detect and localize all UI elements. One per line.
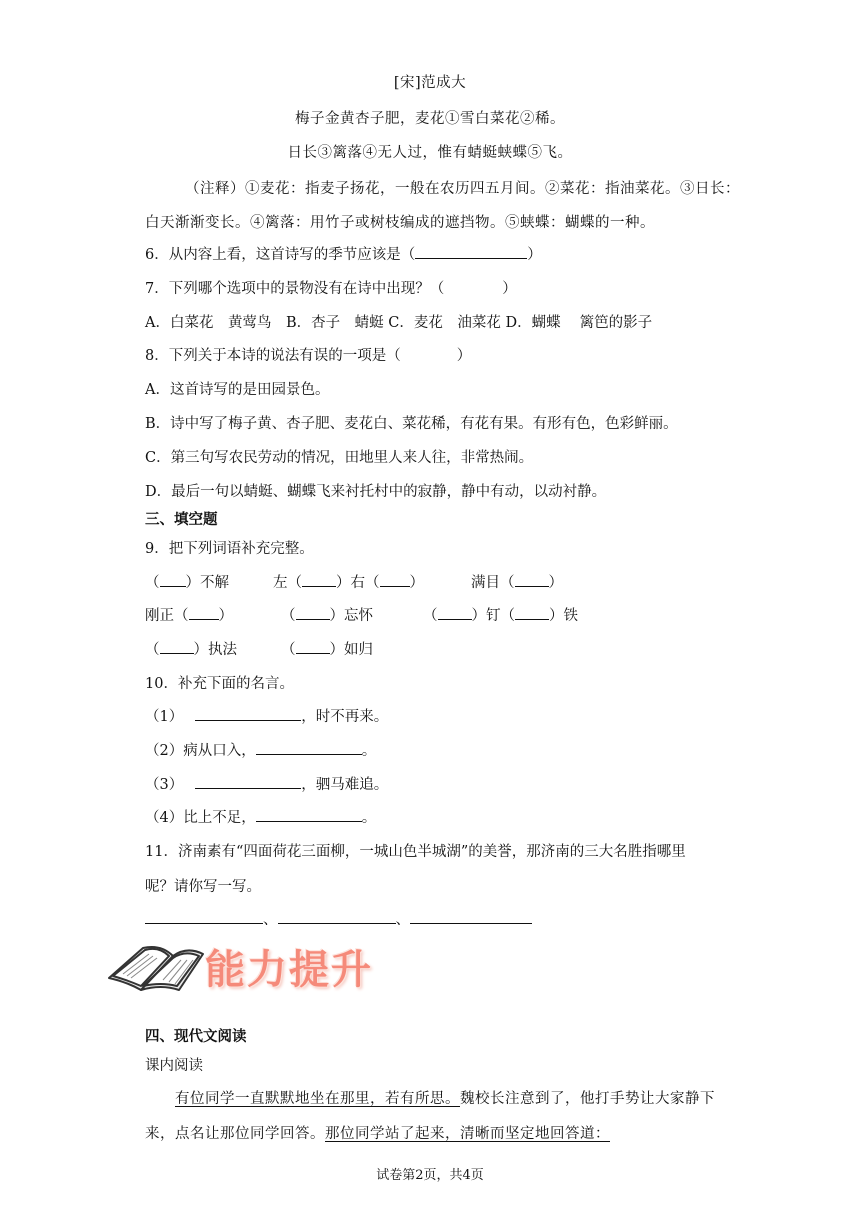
question-10: 10．补充下面的名言。 [145, 676, 294, 692]
item-text: 。 [361, 810, 377, 826]
poem-line-1: 梅子金黄杏子肥，麦花①雪白菜花②稀。 [295, 111, 565, 127]
option-b: B．诗中写了梅子黄、杏子肥、麦花白、菜花稀，有花有果。有形有色，色彩鲜丽。 [145, 416, 678, 432]
question-7-close: ） [502, 281, 517, 297]
item-text: （4）比上不足， [145, 810, 256, 826]
passage-text: 魏校长注意到了，他打手势让大家静下 [460, 1091, 715, 1107]
question-6 [145, 243, 542, 264]
paren: （ [281, 642, 296, 658]
question-8 [145, 344, 471, 365]
word-prefix: 左（ [273, 575, 302, 591]
option-a: A．这首诗写的是田园景色。 [145, 382, 330, 398]
q10-item-4 [145, 806, 376, 827]
option-d: D．最后一句以蜻蜓、蝴蝶飞来衬托村中的寂静，静中有动，以动衬静。 [145, 484, 607, 500]
word-suffix: ）忘怀 [329, 608, 373, 624]
answer-blank[interactable] [515, 605, 549, 620]
option-c: C．第三句写农民劳动的情况，田地里人来人往，非常热闹。 [145, 450, 534, 466]
question-7-text: 7．下列哪个选项中的景物没有在诗中出现？（ [145, 281, 445, 297]
item-number: （3） [145, 777, 184, 793]
word-mid: ）右（ [336, 575, 380, 591]
answer-blank[interactable] [410, 909, 532, 924]
answer-blank[interactable] [296, 605, 330, 620]
answer-blank[interactable] [195, 706, 301, 721]
poem-line-2: 日长③篱落④无人过，惟有蜻蜓蛱蝶⑤飞。 [287, 145, 573, 161]
q10-item-2 [145, 739, 376, 760]
answer-blank[interactable] [278, 909, 396, 924]
answer-blank[interactable] [145, 909, 263, 924]
banner-title: 能力提升 [205, 947, 373, 993]
page-footer: 试卷第2页，共4页 [376, 1168, 484, 1183]
item-text: ，驷马难追。 [301, 777, 389, 793]
word-suffix: ）执法 [193, 642, 237, 658]
paren: （ [423, 608, 438, 624]
answer-blank[interactable] [515, 572, 549, 587]
separator: 、 [395, 912, 410, 928]
word-suffix: ）铁 [549, 608, 578, 624]
q11-answers [145, 908, 532, 929]
question-7-options: A．白菜花 黄莺鸟 B．杏子 蜻蜓 C．麦花 油菜花 D．蝴蝶 篱笆的影子 [145, 315, 653, 331]
q10-item-1 [145, 705, 388, 726]
item-number: （1） [145, 709, 184, 725]
answer-blank[interactable] [189, 605, 219, 620]
separator: 、 [263, 912, 278, 928]
answer-blank[interactable] [195, 774, 301, 789]
paren: ） [409, 575, 424, 591]
section-4-title: 四、现代文阅读 [145, 1028, 247, 1045]
paren: ） [548, 575, 563, 591]
passage-line-1 [175, 1087, 715, 1108]
poem-notes-line-2: 白天渐渐变长。④篱落：用竹子或树枝编成的遮挡物。⑤蛱蝶：蝴蝶的一种。 [145, 215, 655, 231]
word-prefix: 满目（ [471, 575, 515, 591]
section-3-title: 三、填空题 [145, 511, 218, 528]
question-9: 9．把下列词语补充完整。 [145, 541, 314, 557]
underlined-sentence: 那位同学站了起来，清晰而坚定地回答道： [325, 1126, 610, 1142]
question-6-close: ） [527, 247, 542, 263]
item-text: （2）病从口入， [145, 743, 256, 759]
question-8-text: 8．下列关于本诗的说法有误的一项是（ [145, 348, 401, 364]
section-4-subtitle: 课内阅读 [145, 1058, 203, 1074]
answer-blank[interactable] [415, 244, 527, 259]
word-suffix: ）不解 [185, 575, 229, 591]
answer-blank[interactable] [296, 639, 330, 654]
answer-blank[interactable] [380, 572, 410, 587]
question-7 [145, 277, 517, 298]
answer-blank[interactable] [438, 605, 472, 620]
item-text: 。 [361, 743, 377, 759]
word-suffix: ）如归 [329, 642, 373, 658]
question-6-text: 6．从内容上看，这首诗写的季节应该是（ [145, 247, 416, 263]
word-mid: ）钉（ [471, 608, 515, 624]
paren: ） [218, 608, 233, 624]
passage-line-2 [145, 1122, 610, 1143]
poem-notes-line-1: （注释）①麦花：指麦子扬花，一般在农历四五月间。②菜花：指油菜花。③日长： [185, 181, 740, 197]
q10-item-3 [145, 773, 388, 794]
poem-author: [宋]范成大 [393, 75, 467, 91]
answer-blank[interactable] [256, 740, 362, 755]
underlined-sentence: 有位同学一直默默地坐在那里，若有所思。 [175, 1091, 460, 1107]
paren: （ [145, 575, 160, 591]
item-text: ，时不再来。 [301, 709, 389, 725]
question-11-line-1: 11．济南素有“四面荷花三面柳，一城山色半城湖”的美誉，那济南的三大名胜指哪里 [145, 844, 686, 860]
paren: （ [145, 642, 160, 658]
answer-blank[interactable] [160, 639, 194, 654]
answer-blank[interactable] [160, 572, 186, 587]
paren: （ [281, 608, 296, 624]
question-11-line-2: 呢？请你写一写。 [145, 879, 261, 895]
passage-text: 来，点名让那位同学回答。 [145, 1126, 325, 1142]
word-prefix: 刚正（ [145, 608, 189, 624]
answer-blank[interactable] [302, 572, 336, 587]
question-8-close: ） [456, 348, 472, 364]
answer-blank[interactable] [256, 807, 362, 822]
